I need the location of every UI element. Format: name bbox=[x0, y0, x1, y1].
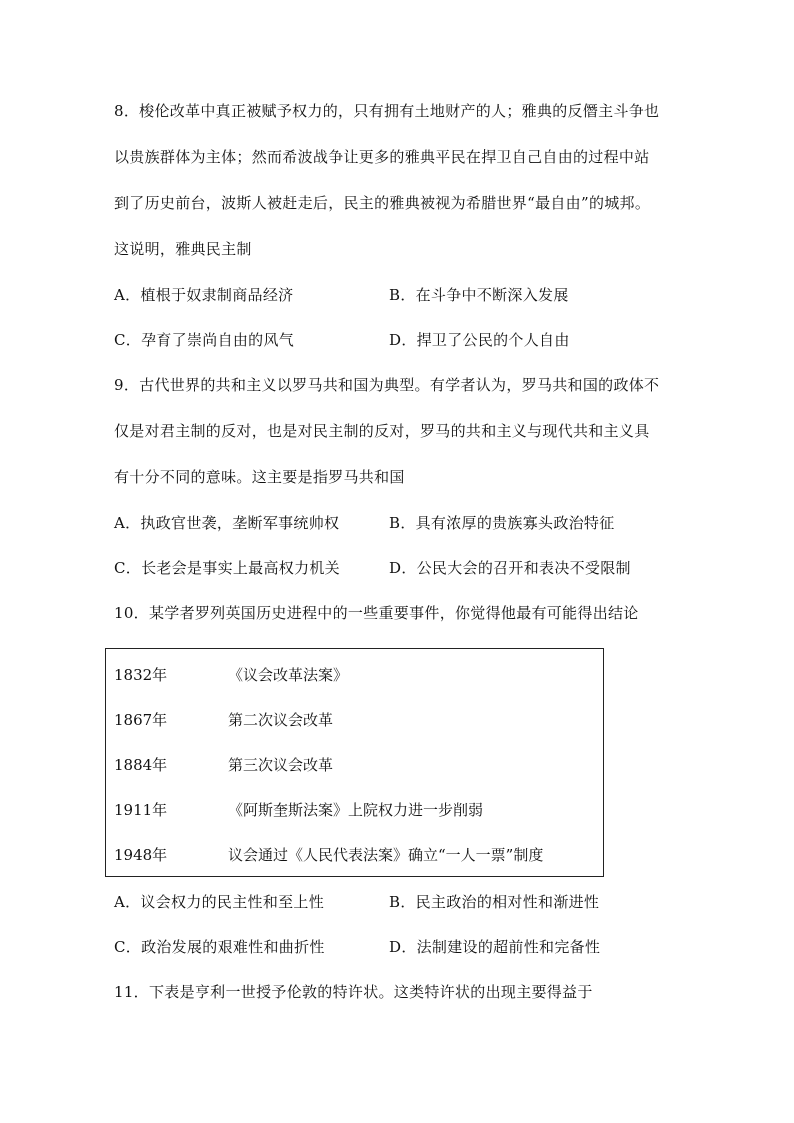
q10-event-table bbox=[105, 648, 604, 877]
q8-stem-line-2: 以贵族群体为主体；然而希波战争让更多的雅典平民在捍卫自己自由的过程中站 bbox=[114, 148, 650, 166]
q9-stem-line-1: 9．古代世界的共和主义以罗马共和国为典型。有学者认为，罗马共和国的政体不 bbox=[114, 376, 660, 394]
q8-stem-line-1: 8．梭伦改革中真正被赋予权力的，只有拥有土地财产的人；雅典的反僭主斗争也 bbox=[114, 102, 660, 120]
q8-option-a: A．植根于奴隶制商品经济 bbox=[114, 286, 294, 304]
q10-row-event: 议会通过《人民代表法案》确立“一人一票”制度 bbox=[228, 846, 544, 864]
q8-option-c: C．孕育了崇尚自由的风气 bbox=[114, 331, 295, 349]
q9-option-a: A．执政官世袭，垄断军事统帅权 bbox=[114, 514, 340, 532]
q10-option-d: D．法制建设的超前性和完备性 bbox=[389, 938, 601, 956]
q10-option-b: B．民主政治的相对性和渐进性 bbox=[389, 893, 600, 911]
q10-row-event: 《议会改革法案》 bbox=[228, 666, 349, 684]
q10-stem: 10．某学者罗列英国历史进程中的一些重要事件，你觉得他最有可能得出结论 bbox=[114, 604, 639, 622]
q10-option-c: C．政治发展的艰难性和曲折性 bbox=[114, 938, 325, 956]
q8-stem-line-3: 到了历史前台，波斯人被赶走后，民主的雅典被视为希腊世界“最自由”的城邦。 bbox=[114, 194, 651, 212]
q10-option-a: A．议会权力的民主性和至上性 bbox=[114, 893, 325, 911]
q10-row-year: 1884年 bbox=[114, 756, 168, 774]
q9-stem-line-3: 有十分不同的意味。这主要是指罗马共和国 bbox=[114, 468, 405, 486]
q8-option-b: B．在斗争中不断深入发展 bbox=[389, 286, 569, 304]
q10-row-event: 第二次议会改革 bbox=[228, 711, 334, 729]
q9-option-c: C．长老会是事实上最高权力机关 bbox=[114, 559, 340, 577]
q11-stem: 11．下表是亨利一世授予伦敦的特许状。这类特许状的出现主要得益于 bbox=[114, 983, 593, 1001]
q8-stem-line-4: 这说明，雅典民主制 bbox=[114, 240, 252, 258]
q10-row-year: 1948年 bbox=[114, 846, 168, 864]
q10-row-event: 《阿斯奎斯法案》上院权力进一步削弱 bbox=[228, 801, 484, 819]
q8-option-d: D．捍卫了公民的个人自由 bbox=[389, 331, 570, 349]
q10-row-year: 1832年 bbox=[114, 666, 168, 684]
q10-row-year: 1867年 bbox=[114, 711, 168, 729]
q9-option-d: D．公民大会的召开和表决不受限制 bbox=[389, 559, 631, 577]
q9-option-b: B．具有浓厚的贵族寡头政治特征 bbox=[389, 514, 615, 532]
q10-row-year: 1911年 bbox=[114, 801, 168, 819]
q9-stem-line-2: 仅是对君主制的反对，也是对民主制的反对，罗马的共和主义与现代共和主义具 bbox=[114, 422, 650, 440]
q10-row-event: 第三次议会改革 bbox=[228, 756, 334, 774]
